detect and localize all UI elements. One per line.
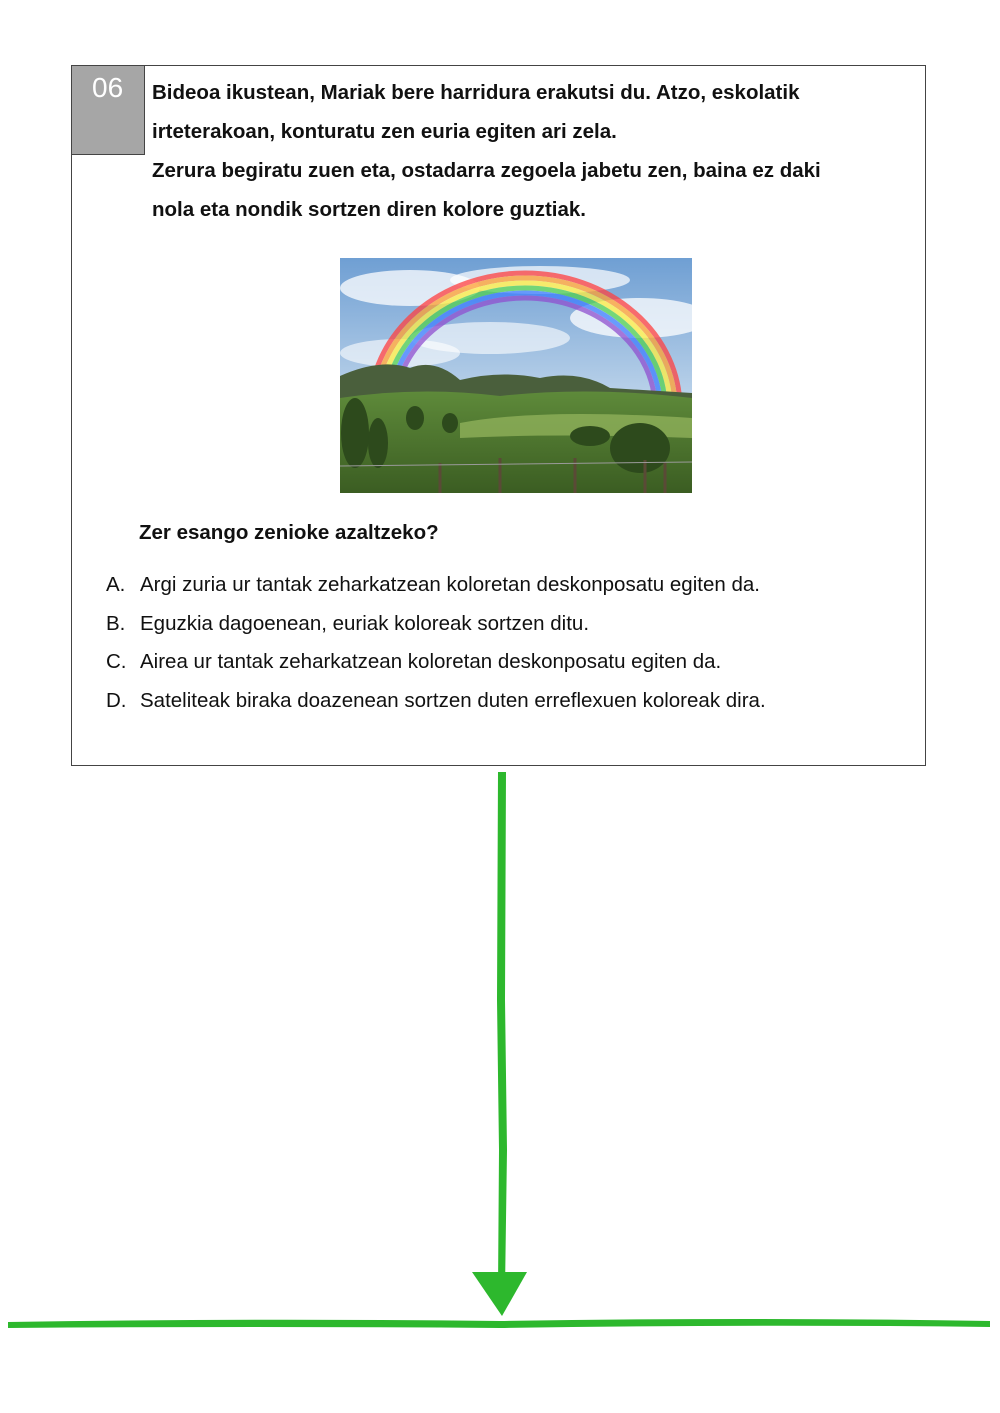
option-letter: C. [106, 650, 127, 673]
option-text: Argi zuria ur tantak zeharkatzean koloretan deskonposatu egiten da. [140, 573, 760, 596]
question-card [71, 65, 926, 766]
option-text: Sateliteak biraka doazenean sortzen duten erreflexuen koloreak dira. [140, 688, 766, 712]
intro-line: Zerura begiratu zuen eta, ostadarra zegoela jabetu zen, baina ez daki [152, 159, 821, 182]
answer-option-d[interactable] [106, 682, 766, 721]
option-text: Airea ur tantak zeharkatzean koloretan deskonposatu egiten da. [140, 650, 722, 673]
arrow-shaft [497, 772, 507, 1290]
question-intro [152, 73, 912, 229]
intro-line: irteterakoan, konturatu zen euria egiten ari zela. [152, 120, 617, 143]
rainbow-landscape-image [340, 258, 692, 493]
answer-options [106, 566, 766, 720]
question-number: 06 [72, 66, 145, 155]
option-letter: B. [106, 611, 126, 635]
intro-line: Bideoa ikustean, Mariak bere harridura erakutsi du. Atzo, eskolatik [152, 81, 800, 104]
option-letter: D. [106, 688, 127, 712]
option-text: Eguzkia dagoenean, euriak koloreak sortzen ditu. [140, 611, 590, 635]
baseline-stroke [8, 1319, 990, 1328]
intro-line: nola eta nondik sortzen diren kolore guztiak. [152, 198, 586, 221]
option-letter: A. [106, 573, 126, 596]
question-prompt: Zer esango zenioke azaltzeko? [139, 521, 439, 544]
answer-option-c[interactable] [106, 643, 766, 682]
arrow-head [472, 1272, 527, 1316]
answer-option-a[interactable] [106, 566, 766, 605]
answer-option-b[interactable] [106, 605, 766, 644]
